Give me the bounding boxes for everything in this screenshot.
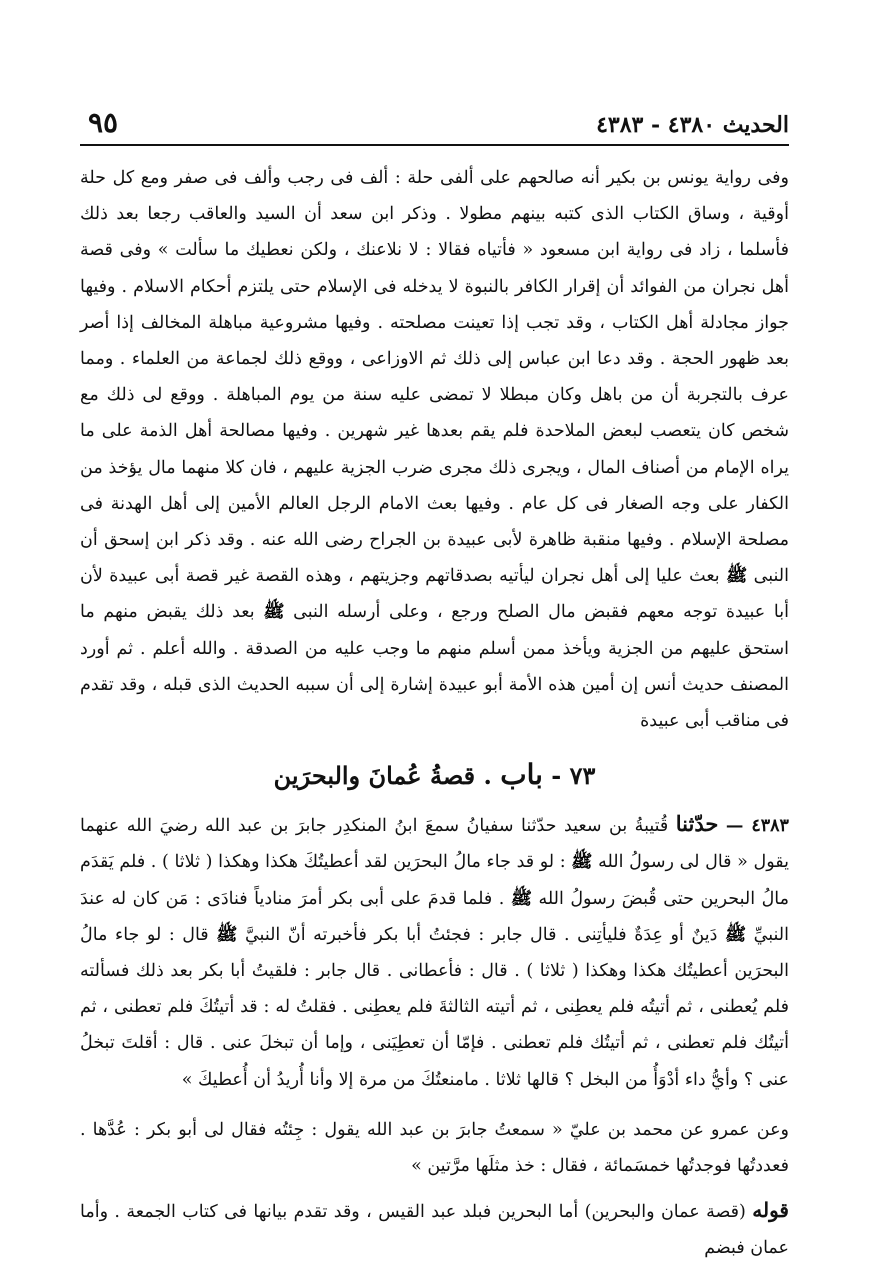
salawat-symbol: ﷺ	[263, 602, 285, 623]
commentary-text: بعد ذلك يقبض منهم ما استحق عليهم من الجزية ويأخذ ممن أسلم منهم ما وجب عليه من الصدقة . والله أعلم . ثم أورد المصنف حديث أنس إن أمين هذه الأمة أبو عبيدة إشارة إلى أن سببه الحديث الذى قبله ، وقد تقدم فى مناقب أبى عبيدة	[80, 602, 789, 732]
hadith-continuation	[80, 1112, 789, 1184]
salawat-symbol: ﷺ	[216, 924, 238, 945]
chapter-title: . قصةُ عُمانَ والبحرَين	[273, 761, 492, 791]
hadith-text: قُتيبةُ بن سعيد حدّثنا سفيانُ سمعَ ابنُ المنكدِر جابرَ بن عبد الله رضيَ الله عنهما يقول « قال لى رسولُ الله	[80, 816, 789, 873]
explanation-paragraph	[80, 1192, 789, 1266]
salawat-symbol: ﷺ	[510, 888, 532, 909]
qawluhu-word: قوله	[752, 1198, 789, 1223]
hadith-text: . فلما قدمَ على أبى بكر أمرَ منادياً فنادَى : مَن كان له عندَ النبيِّ	[80, 888, 789, 945]
hadith-text: قال : لو جاء مالُ البحرَين أعطيتُك هكذا وهكذا ( ثلاثا ) . قال : فأعطانى . قال جابر : فلقيتُ أبا بكر بعد ذلك فسألته فلم يُعطنى ، ثم أتيتُه فلم يعطِنى ، ثم أتيته الثالثةَ فلم يعطِنى . فقلتُ له : قد أتيتُكَ فلم تعطنى ، ثم أتيتُك فلم تعطنى ، ثم أتيتُك فلم تعطنى . فإمّا أن تعطِيَنى ، وإما أن تبخلَ عنى . قال : أقلتَ تبخلُ عنى ؟ وأيُّ داء أدْوَأُ من البخل ؟ قالها ثلاثا . مامنعتُكَ من مرة إلا وأنا أُريدُ أن أُعطيكَ »	[80, 924, 789, 1090]
running-title: الحديث ٤٣٨٠ - ٤٣٨٣	[596, 112, 789, 138]
commentary-paragraph	[80, 160, 789, 739]
salawat-symbol: ﷺ	[726, 566, 748, 587]
hadith-text: دَينٌ أو عِدَةٌ فليأتِنى . قال جابر : فجئتُ أبا بكر فأخبرته أنّ النبيَّ	[244, 924, 718, 945]
chapter-number: ٧٣ -	[551, 761, 596, 791]
hadith-text: : لو قد جاء مالُ البحرَين لقد أعطيتُكَ هكذا وهكذا ( ثلاثا ) . فلم يَقدَم مالُ البحرين حتى قُبضَ رسولُ الله	[80, 852, 789, 909]
page-header	[80, 106, 789, 146]
salawat-symbol: ﷺ	[724, 924, 747, 945]
salawat-symbol: ﷺ	[571, 852, 593, 873]
commentary-text: وفى رواية يونس بن بكير أنه صالحهم على ألفى حلة : ألف فى رجب وألف فى صفر ومع كل حلة أوقية ، وساق الكتاب الذى كتبه بينهم مطولا . وذكر ابن سعد أن السيد والعاقب رجعا بعد ذلك فأسلما ، زاد فى رواية ابن مسعود « فأتياه فقالا : لا نلاعنك ، ولكن نعطيك ما سألت » وفى قصة أهل نجران من الفوائد أن إقرار الكافر بالنبوة لا يدخله فى الإسلام حتى يلتزم أحكام الاسلام . وفيها جواز مجادلة أهل الكتاب ، وقد تجب إذا تعينت مصلحته . وفيها مشروعية مباهلة المخالف إذا أصر بعد ظهور الحجة . وقد دعا ابن عباس إلى ذلك ثم الاوزاعى ، ووقع ذلك لجماعة من العلماء . ومما عرف بالتجربة أن من باهل وكان مبطلا لا تمضى عليه سنة من يوم المباهلة . ووقع لى ذلك مع شخص كان يتعصب لبعض الملاحدة فلم يقم بعدها غير شهرين . وفيها مصالحة أهل الذمة على ما يراه الإمام من أصناف المال ، ويجرى ذلك مجرى ضرب الجزية عليهم ، فان كلا منهما مال يؤخذ من الكفار على وجه الصغار فى كل عام . وفيها بعث الامام الرجل العالم الأمين إلى أهل الهدنة فى مصلحة الإسلام . وفيها منقبة ظاهرة لأبى عبيدة بن الجراح رضى الله عنه . وقد ذكر ابن إسحق أن النبى	[80, 168, 789, 587]
haddatha-word: حدّثنا	[675, 811, 719, 837]
chapter-heading	[80, 755, 789, 796]
explanation-text: (قصة عمان والبحرين) أما البحرين فبلد عبد القيس ، وقد تقدم بيانها فى كتاب الجمعة . وأما عمان فبضم	[80, 1202, 789, 1259]
chapter-bab-word: باب	[500, 758, 543, 792]
page-number: ٩٥	[88, 106, 119, 139]
hadith-number: ٤٣٨٣ —	[725, 816, 789, 837]
hadith-text: وعن عمرو عن محمد بن عليّ « سمعتُ جابرَ بن عبد الله يقول : جِئتُه فقال لى أبو بكر : عُدَّها . فعددتُها فوجدتُها خمسَمائة ، فقال : خذ مثلَها مرَّتين »	[80, 1119, 789, 1177]
hadith-paragraph	[80, 806, 789, 1098]
commentary-text: بعث عليا إلى أهل نجران ليأتيه بصدقاتهم وجزيتهم ، وهذه القصة غير قصة أبى عبيدة لأن أبا عبيدة توجه معهم فقبض مال الصلح ورجع ، وعلى أرسله النبى	[80, 566, 789, 623]
